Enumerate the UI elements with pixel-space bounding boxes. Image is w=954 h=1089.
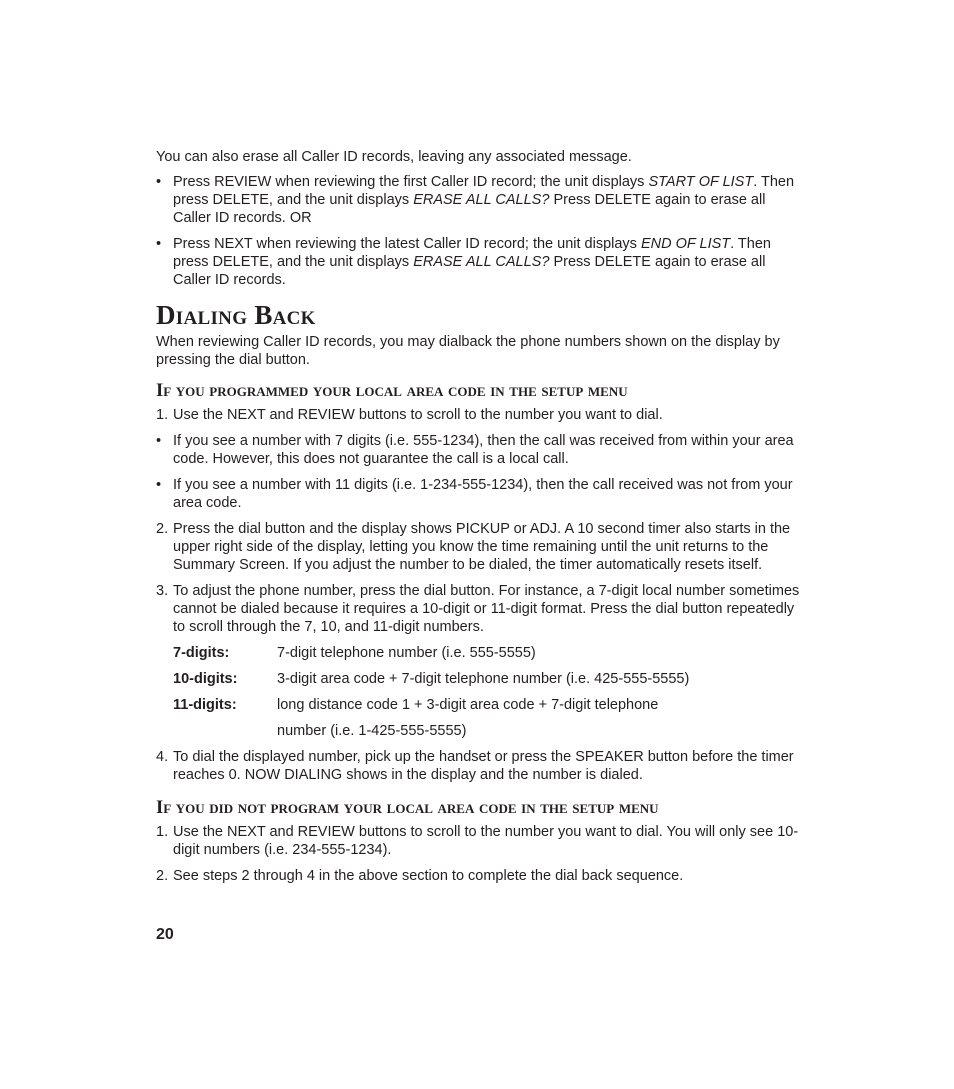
step-text: See steps 2 through 4 in the above section to complete the dial back sequence. (173, 868, 684, 884)
list-item (156, 476, 801, 512)
subsection-heading-programmed: If you programmed your local area code in the setup menu (156, 381, 628, 401)
step-text: To dial the displayed number, pick up the handset or press the SPEAKER button before the timer reaches 0. NOW DIALING shows in the display and the number is dialed. (173, 749, 794, 783)
digit-format-label: 11-digits: (173, 697, 237, 713)
digit-format-description (277, 644, 801, 662)
bullet-text: If you see a number with 11 digits (i.e. 1-234-555-1234), then the call received was not from your area code. (173, 477, 793, 511)
dialing-back-paragraph: When reviewing Caller ID records, you may dialback the phone numbers shown on the display by pressing the dial button. (156, 334, 780, 368)
list-item (156, 867, 801, 885)
bullet-text: Press DELETE again to erase all Caller ID records. OR (173, 192, 766, 226)
step-number: 4. (156, 749, 169, 765)
display-text: START OF LIST (648, 174, 754, 190)
bullet-text: Press REVIEW when reviewing the first Caller ID record; the unit displays (173, 174, 649, 190)
list-item (156, 520, 801, 574)
description-line: 3-digit area code + 7-digit telephone number (i.e. 425-555-5555) (277, 671, 690, 687)
bullet-marker: • (156, 433, 162, 449)
step-text: To adjust the phone number, press the dial button. For instance, a 7-digit local number sometimes cannot be dialed because it requires a 10-digit or 11-digit format. Press the dial button repeatedly to scroll through the 7, 10, and 11-digit numbers. (173, 583, 800, 635)
step-number: 3. (156, 583, 169, 599)
bullet-marker: • (156, 236, 162, 252)
list-item (156, 173, 801, 227)
bullet-text: . Then press DELETE, and the unit displays (173, 174, 795, 208)
subsection-heading-not-programmed: If you did not program your local area code in the setup menu (156, 798, 659, 818)
intro-paragraph: You can also erase all Caller ID records, leaving any associated message. (156, 149, 632, 165)
bullet-text: If you see a number with 7 digits (i.e. 555-1234), then the call was received from within your area code. However, this does not guarantee the call is a local call. (173, 433, 794, 467)
description-line: number (i.e. 1-425-555-5555) (277, 723, 467, 739)
step-number: 2. (156, 868, 169, 884)
step-text: Use the NEXT and REVIEW buttons to scroll to the number you want to dial. You will only see 10-digit numbers (i.e. 234-555-1234). (173, 824, 799, 858)
digit-format-label: 10-digits: (173, 671, 238, 687)
page-number: 20 (156, 926, 174, 943)
digit-format-label: 7-digits: (173, 645, 230, 661)
step-number: 2. (156, 521, 169, 537)
list-item (156, 235, 801, 289)
bullet-marker: • (156, 174, 162, 190)
display-text: END OF LIST (640, 236, 731, 252)
display-text: ERASE ALL CALLS? (413, 192, 550, 208)
step-number: 1. (156, 407, 169, 423)
step-text: Use the NEXT and REVIEW buttons to scroll to the number you want to dial. (173, 407, 663, 423)
bullet-text: Press NEXT when reviewing the latest Caller ID record; the unit displays (173, 236, 641, 252)
list-item (156, 748, 801, 784)
bullet-text: Press DELETE again to erase all Caller ID records. (173, 254, 766, 288)
bullet-marker: • (156, 477, 162, 493)
display-text: ERASE ALL CALLS? (413, 254, 550, 270)
table-row (173, 670, 801, 688)
table-row (173, 644, 801, 662)
step-text: Press the dial button and the display shows PICKUP or ADJ. A 10 second timer also starts in the upper right side of the display, letting you know the time remaining until the unit returns to the Summary Screen. If you adjust the number to be dialed, the timer automatically resets itself. (173, 521, 791, 573)
digit-format-description (277, 696, 801, 740)
list-item (156, 432, 801, 468)
section-heading-dialing-back: Dialing Back (156, 300, 316, 330)
list-item (156, 406, 801, 424)
list-item (156, 582, 801, 636)
manual-page (156, 148, 801, 893)
description-line: long distance code 1 + 3-digit area code + 7-digit telephone (277, 697, 659, 713)
digit-format-table (173, 644, 801, 740)
list-item (156, 823, 801, 859)
description-line: 7-digit telephone number (i.e. 555-5555) (277, 645, 536, 661)
bullet-text: . Then press DELETE, and the unit displays (173, 236, 771, 270)
table-row (173, 696, 801, 740)
step-number: 1. (156, 824, 169, 840)
digit-format-description (277, 670, 801, 688)
